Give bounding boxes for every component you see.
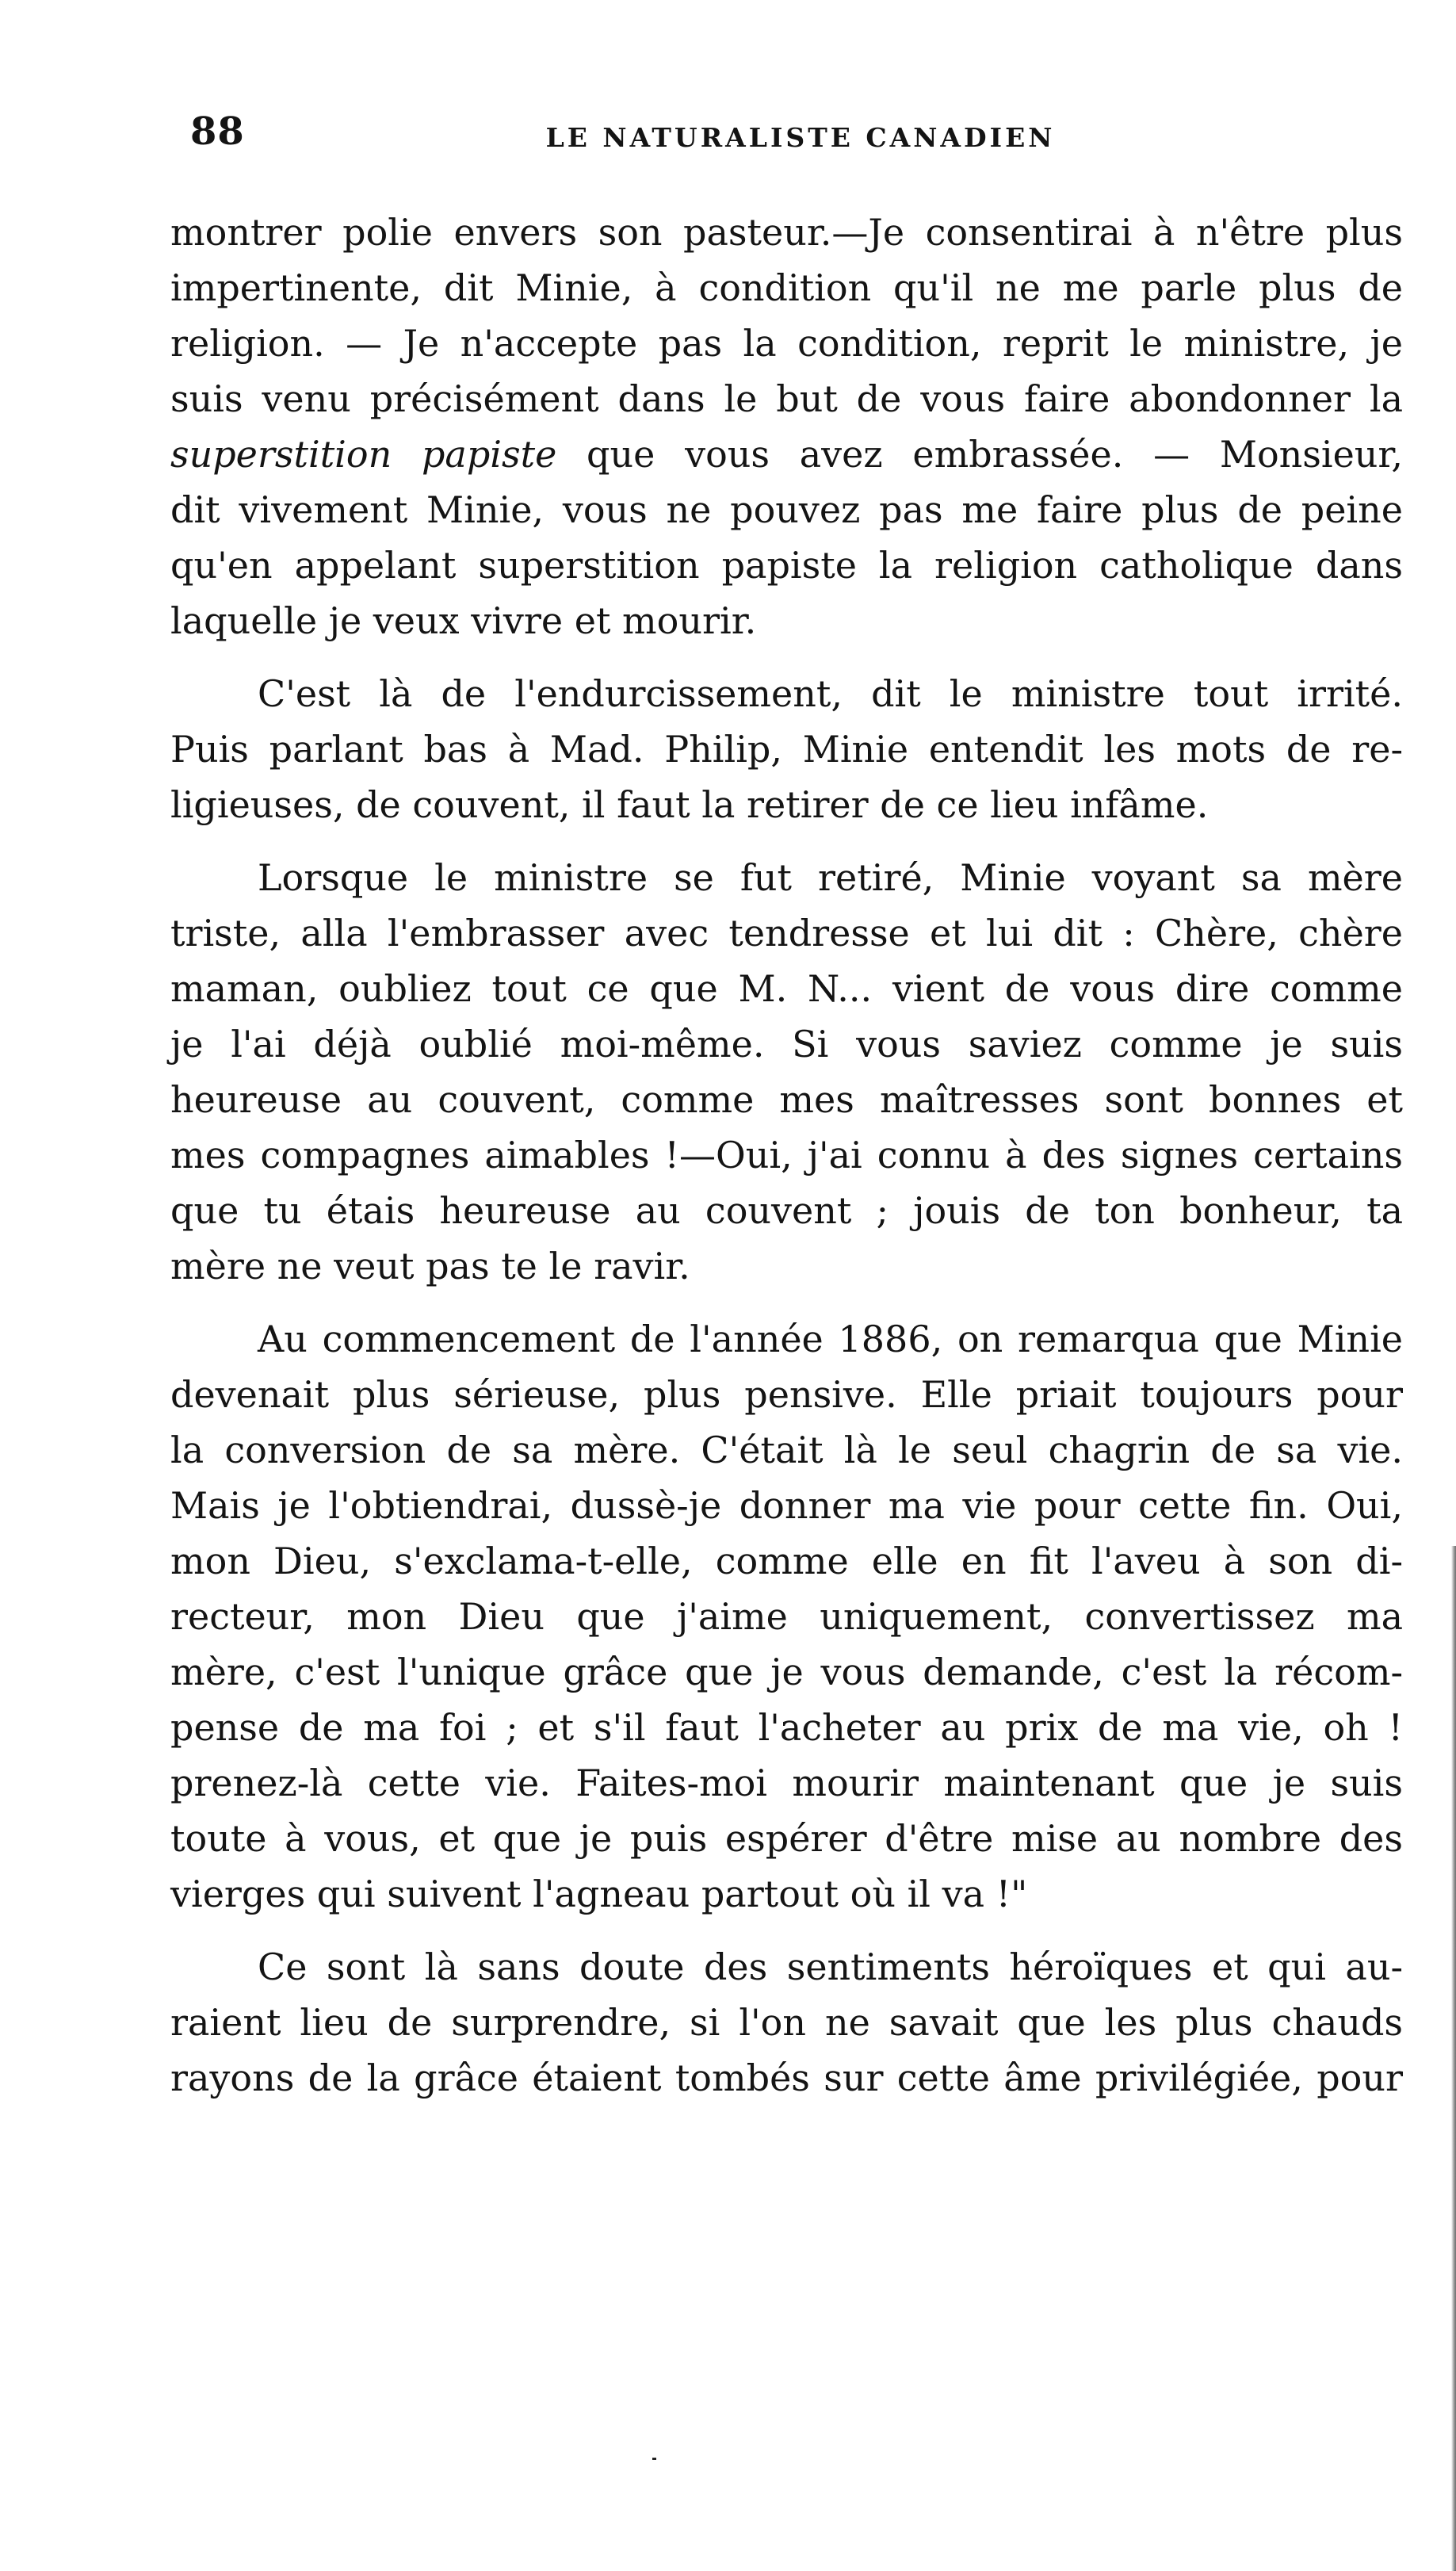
text-line: toute à vous, et que je puis espérer d'être mise au nombre des	[170, 1817, 1403, 1860]
text-line: je l'ai déjà oublié moi-même. Si vous saviez comme je suis	[170, 1023, 1403, 1066]
text-line: triste, alla l'embrasser avec tendresse et lui dit : Chère, chère	[170, 912, 1403, 955]
text-line: heureuse au couvent, comme mes maîtresses sont bonnes et	[170, 1078, 1403, 1121]
text-line: que tu étais heureuse au couvent ; jouis de ton bonheur, ta	[170, 1189, 1403, 1232]
text-line: mon Dieu, s'exclama-t-elle, comme elle en fit l'aveu à son di-	[170, 1540, 1403, 1582]
text-line-with-italic: superstition papiste que vous avez embrassée. — Monsieur,	[170, 433, 1403, 476]
text-line: Au commencement de l'année 1886, on remarqua que Minie	[258, 1318, 1403, 1360]
text-line: Mais je l'obtiendrai, dussè-je donner ma vie pour cette fin. Oui,	[170, 1484, 1403, 1527]
text-line: mes compagnes aimables !—Oui, j'ai connu à des signes certains	[170, 1134, 1403, 1176]
text-line: Puis parlant bas à Mad. Philip, Minie entendit les mots de re-	[170, 728, 1403, 771]
text-line: pense de ma foi ; et s'il faut l'acheter au prix de ma vie, oh !	[170, 1706, 1403, 1749]
text-line: suis venu précisément dans le but de vous faire abondonner la	[170, 377, 1403, 420]
page-header	[190, 109, 1411, 165]
text-line: mère, c'est l'unique grâce que je vous demande, c'est la récom-	[170, 1651, 1403, 1693]
italic-phrase: superstition papiste	[170, 433, 557, 476]
running-title: LE NATURALISTE CANADIEN	[545, 122, 1056, 153]
text-line: mère ne veut pas te le ravir.	[170, 1245, 690, 1287]
text-line: montrer polie envers son pasteur.—Je consentirai à n'être plus	[170, 211, 1403, 254]
text-line: ligieuses, de couvent, il faut la retirer de ce lieu infâme.	[170, 783, 1209, 826]
text-line: recteur, mon Dieu que j'aime uniquement, convertissez ma	[170, 1595, 1403, 1638]
text-line: religion. — Je n'accepte pas la condition, reprit le ministre, je	[170, 322, 1403, 365]
body-text	[170, 205, 1403, 2123]
text-line: prenez-là cette vie. Faites-moi mourir maintenant que je suis	[170, 1762, 1403, 1804]
text-line: maman, oubliez tout ce que M. N... vient de vous dire comme	[170, 967, 1403, 1010]
text-line: raient lieu de surprendre, si l'on ne savait que les plus chauds	[170, 2001, 1403, 2044]
text-line: la conversion de sa mère. C'était là le seul chagrin de sa vie.	[170, 1429, 1403, 1471]
print-speck	[652, 2458, 656, 2460]
text-line: laquelle je veux vivre et mourir.	[170, 599, 757, 642]
text-line: Lorsque le ministre se fut retiré, Minie voyant sa mère	[258, 856, 1403, 899]
text-line: dit vivement Minie, vous ne pouvez pas me faire plus de peine	[170, 488, 1403, 531]
text-line: qu'en appelant superstition papiste la religion catholique dans	[170, 544, 1403, 587]
paragraph-2	[170, 666, 1403, 832]
text-line: rayons de la grâce étaient tombés sur cette âme privilégiée, pour	[170, 2056, 1403, 2099]
text-line: C'est là de l'endurcissement, dit le ministre tout irrité.	[258, 672, 1403, 715]
paragraph-3	[170, 850, 1403, 1294]
paragraph-4	[170, 1311, 1403, 1922]
paragraph-1	[170, 205, 1403, 648]
page-edge-shadow	[1451, 1546, 1456, 2571]
text-line: Ce sont là sans doute des sentiments héroïques et qui au-	[258, 1945, 1403, 1988]
text-line: vierges qui suivent l'agneau partout où il va !"	[170, 1873, 1028, 1915]
page-number: 88	[190, 109, 245, 154]
text-line: devenait plus sérieuse, plus pensive. Elle priait toujours pour	[170, 1373, 1403, 1416]
paragraph-5	[170, 1939, 1403, 2106]
text-line: impertinente, dit Minie, à condition qu'il ne me parle plus de	[170, 266, 1403, 309]
